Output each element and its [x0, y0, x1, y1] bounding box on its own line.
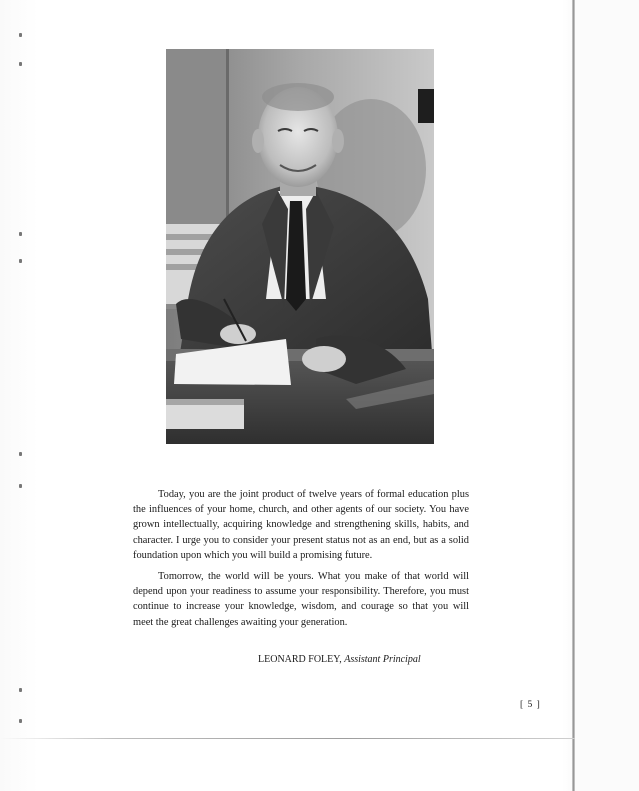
binding-mark	[19, 33, 22, 37]
signature-name: LEONARD FOLEY,	[258, 654, 342, 665]
binding-mark	[19, 232, 22, 236]
portrait-illustration	[166, 49, 434, 444]
binding-mark	[19, 719, 22, 723]
page-bottom-edge	[0, 738, 575, 739]
message-paragraph: Tomorrow, the world will be yours. What you make of that world will depend upon your readiness to assume your responsibility. Therefore, you must continue to increase your knowledge, wisdom, and courage so that you will meet the great challenges awaiting your generation.	[133, 571, 469, 628]
signature-title: Assistant Principal	[344, 654, 421, 665]
binding-mark	[19, 62, 22, 66]
page-fold-line	[572, 0, 575, 791]
page-number: [ 5 ]	[520, 700, 541, 710]
portrait-photo	[166, 49, 434, 444]
message-paragraph: Today, you are the joint product of twelve years of formal education plus the influences of your home, church, and other agents of our society. You have grown intellectually, acquiring knowledge and strengthening skills, habits, and character. I urge you to consider your present status not as an end, but as a solid foundation upon which you will build a promising future.	[133, 489, 469, 561]
binding-mark	[19, 259, 22, 263]
binding-mark	[19, 452, 22, 456]
signature	[258, 654, 448, 665]
binding-mark	[19, 688, 22, 692]
page-edge-shade	[575, 0, 639, 791]
binding-mark	[19, 484, 22, 488]
principal-message	[133, 487, 469, 630]
